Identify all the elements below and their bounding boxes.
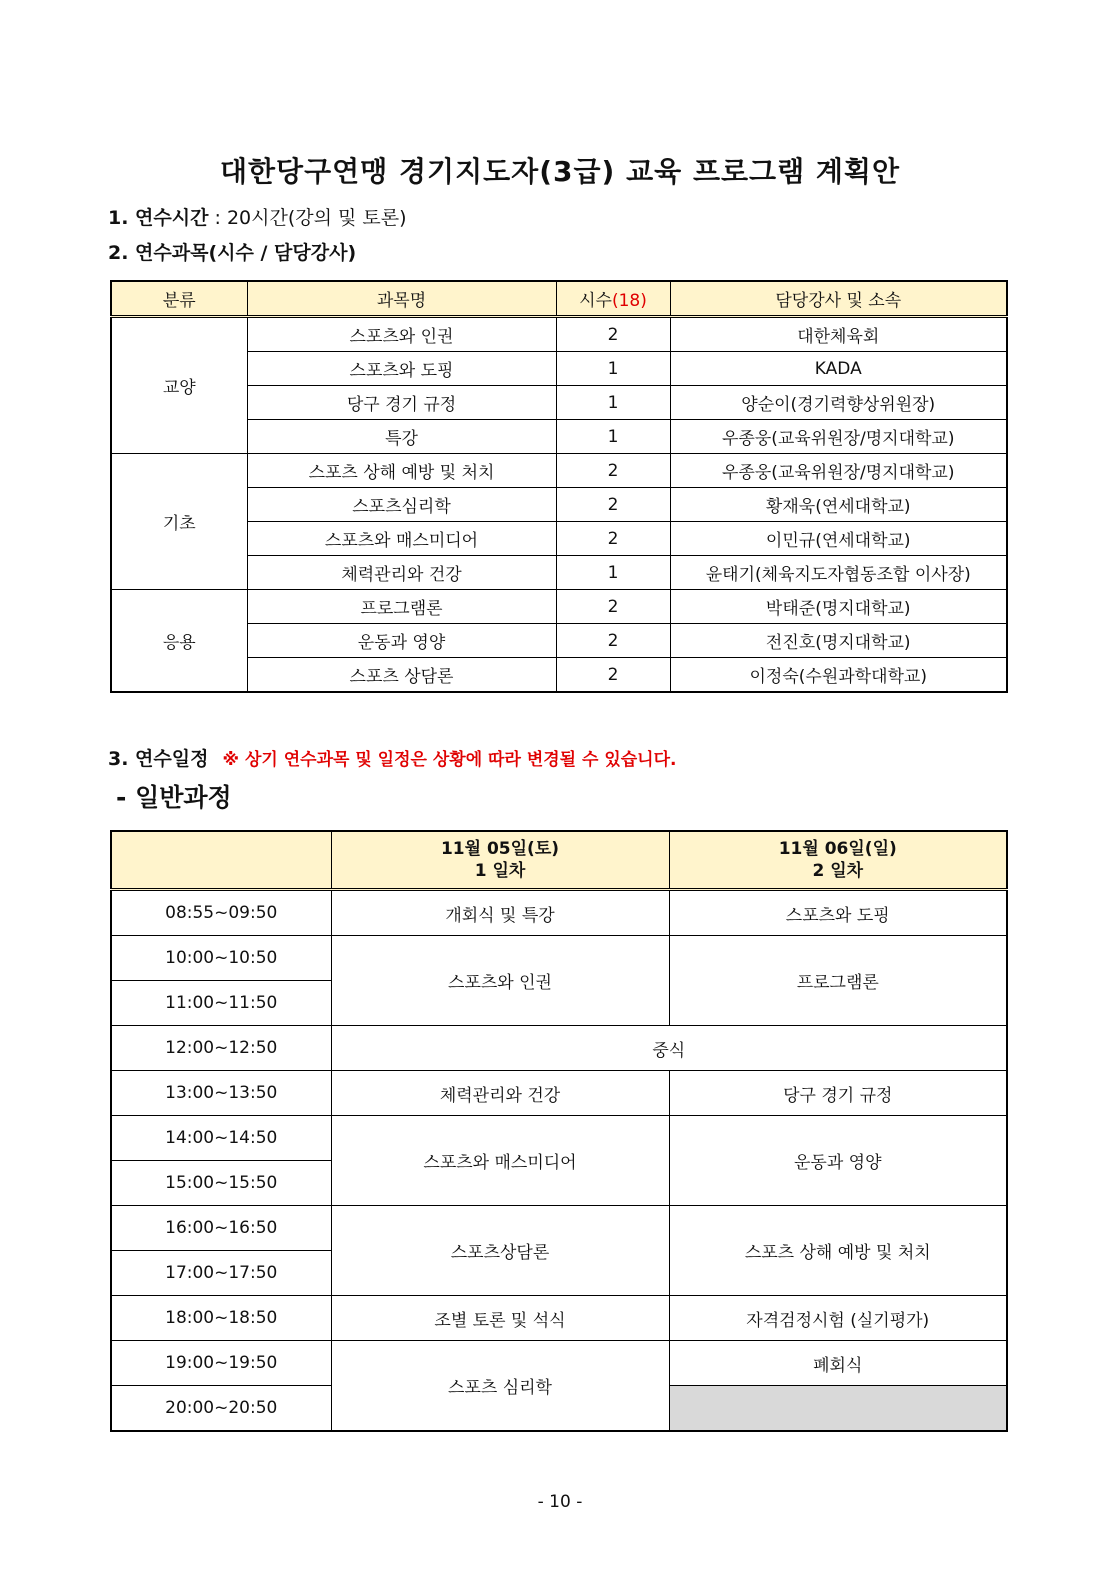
- category-cell: 응용: [111, 590, 247, 693]
- session-cell: 프로그램론: [669, 936, 1007, 1026]
- hours-cell: 2: [556, 590, 670, 624]
- page-number: - 10 -: [537, 1492, 583, 1512]
- session-cell: 조별 토론 및 석식: [331, 1296, 669, 1341]
- instructor-cell: 전진호(명지대학교): [670, 624, 1007, 658]
- document-title: 대한당구연맹 경기지도자(3급) 교육 프로그램 계획안: [219, 155, 901, 188]
- session-cell: 폐회식: [669, 1341, 1007, 1386]
- session-cell: 당구 경기 규정: [669, 1071, 1007, 1116]
- session-cell: 개회식 및 특강: [331, 890, 669, 936]
- day2-date: 11월 06일(일): [778, 839, 897, 859]
- header-category: 분류: [111, 281, 247, 317]
- empty-cell: [669, 1386, 1007, 1432]
- hours-cell: 2: [556, 317, 670, 352]
- table-row: [111, 936, 1007, 981]
- subject-cell: 당구 경기 규정: [247, 386, 556, 420]
- category-cell: 기초: [111, 454, 247, 590]
- table-row: [111, 454, 1007, 488]
- session-cell: 체력관리와 건강: [331, 1071, 669, 1116]
- hours-cell: 1: [556, 556, 670, 590]
- time-cell: 17:00~17:50: [111, 1251, 331, 1296]
- section-3-label: 3. 연수일정: [108, 748, 209, 770]
- instructor-cell: 우종웅(교육위원장/명지대학교): [670, 454, 1007, 488]
- subheading: - 일반과정: [116, 783, 232, 812]
- time-cell: 20:00~20:50: [111, 1386, 331, 1432]
- subject-cell: 운동과 영양: [247, 624, 556, 658]
- time-cell: 08:55~09:50: [111, 890, 331, 936]
- header-day1: [331, 831, 669, 890]
- header-subject: 과목명: [247, 281, 556, 317]
- subject-cell: 스포츠심리학: [247, 488, 556, 522]
- subject-cell: 특강: [247, 420, 556, 454]
- time-cell: 14:00~14:50: [111, 1116, 331, 1161]
- courses-header-row: [111, 281, 1007, 317]
- table-row: [111, 1296, 1007, 1341]
- subject-cell: 스포츠 상해 예방 및 처치: [247, 454, 556, 488]
- time-cell: 18:00~18:50: [111, 1296, 331, 1341]
- section-1: [108, 203, 407, 230]
- hours-total: (18): [611, 291, 647, 311]
- subject-cell: 스포츠와 매스미디어: [247, 522, 556, 556]
- session-cell: 자격검정시험 (실기평가): [669, 1296, 1007, 1341]
- table-row: [111, 1206, 1007, 1251]
- session-cell: 스포츠상담론: [331, 1206, 669, 1296]
- subject-cell: 프로그램론: [247, 590, 556, 624]
- time-cell: 19:00~19:50: [111, 1341, 331, 1386]
- hours-cell: 2: [556, 454, 670, 488]
- table-row: [111, 1026, 1007, 1071]
- table-row: [111, 890, 1007, 936]
- subject-cell: 스포츠와 인권: [247, 317, 556, 352]
- time-cell: 10:00~10:50: [111, 936, 331, 981]
- table-row: [111, 1116, 1007, 1161]
- time-cell: 12:00~12:50: [111, 1026, 331, 1071]
- table-row: [111, 590, 1007, 624]
- hours-cell: 2: [556, 522, 670, 556]
- time-cell: 13:00~13:50: [111, 1071, 331, 1116]
- hours-cell: 1: [556, 386, 670, 420]
- table-row: [111, 317, 1007, 352]
- instructor-cell: 윤태기(체육지도자협동조합 이사장): [670, 556, 1007, 590]
- instructor-cell: 박태준(명지대학교): [670, 590, 1007, 624]
- session-cell: 운동과 영양: [669, 1116, 1007, 1206]
- hours-cell: 2: [556, 658, 670, 693]
- instructor-cell: 대한체육회: [670, 317, 1007, 352]
- header-day2: [669, 831, 1007, 890]
- section-2-label: 2. 연수과목(시수 / 담당강사): [108, 242, 357, 264]
- instructor-cell: 우종웅(교육위원장/명지대학교): [670, 420, 1007, 454]
- header-hours: 시수(18): [556, 281, 670, 317]
- instructor-cell: 황재욱(연세대학교): [670, 488, 1007, 522]
- table-row: [111, 1071, 1007, 1116]
- session-cell: 스포츠 상해 예방 및 처치: [669, 1206, 1007, 1296]
- schedule-table: [110, 830, 1008, 1432]
- time-cell: 15:00~15:50: [111, 1161, 331, 1206]
- section-1-label: 1. 연수시간: [108, 207, 209, 229]
- schedule-header-row: [111, 831, 1007, 890]
- section-3-notice: ※ 상기 연수과목 및 일정은 상황에 따라 변경될 수 있습니다.: [222, 750, 677, 770]
- session-cell: 스포츠와 매스미디어: [331, 1116, 669, 1206]
- session-cell: 스포츠와 인권: [331, 936, 669, 1026]
- instructor-cell: 이민규(연세대학교): [670, 522, 1007, 556]
- subject-cell: 스포츠 상담론: [247, 658, 556, 693]
- session-cell: 스포츠 심리학: [331, 1341, 669, 1432]
- header-instructor: 담당강사 및 소속: [670, 281, 1007, 317]
- section-1-value: : 20시간(강의 및 토론): [214, 207, 407, 229]
- day1-date: 11월 05일(토): [440, 839, 560, 859]
- day2-label: 2 일차: [812, 861, 864, 881]
- header-time-blank: [111, 831, 331, 890]
- category-cell: 교양: [111, 317, 247, 454]
- day1-label: 1 일차: [474, 861, 526, 881]
- subject-cell: 체력관리와 건강: [247, 556, 556, 590]
- instructor-cell: 양순이(경기력향상위원장): [670, 386, 1007, 420]
- time-cell: 16:00~16:50: [111, 1206, 331, 1251]
- table-row: [111, 1341, 1007, 1386]
- section-3: [108, 744, 677, 771]
- lunch-cell: 중식: [331, 1026, 1007, 1071]
- instructor-cell: KADA: [670, 352, 1007, 386]
- courses-table: [110, 280, 1008, 693]
- time-cell: 11:00~11:50: [111, 981, 331, 1026]
- subject-cell: 스포츠와 도핑: [247, 352, 556, 386]
- hours-cell: 2: [556, 624, 670, 658]
- instructor-cell: 이정숙(수원과학대학교): [670, 658, 1007, 693]
- session-cell: 스포츠와 도핑: [669, 890, 1007, 936]
- hours-cell: 1: [556, 420, 670, 454]
- hours-cell: 2: [556, 488, 670, 522]
- hours-cell: 1: [556, 352, 670, 386]
